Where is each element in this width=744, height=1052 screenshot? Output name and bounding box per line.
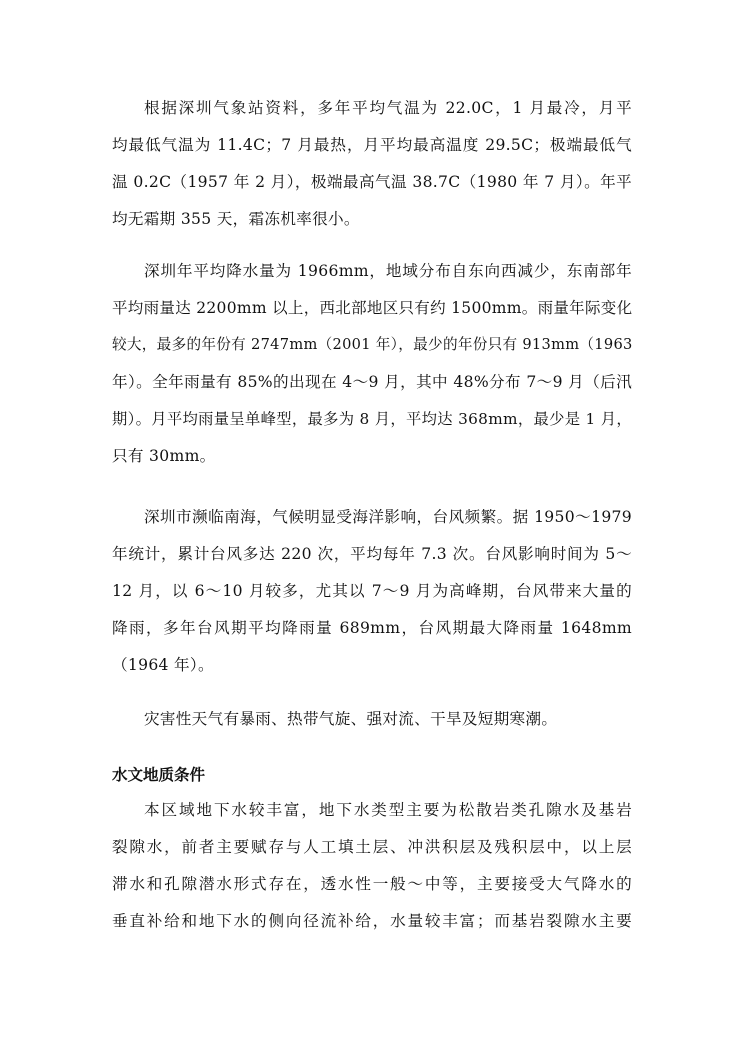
text-line: 12 月，以 6～10 月较多，尤其以 7～9 月为高峰期，台风带来大量的 [112,582,632,600]
text-line: 根据深圳气象站资料，多年平均气温为 22.0C，1 月最冷，月平 [144,99,632,117]
text-line: 深圳年平均降水量为 1966mm，地域分布自东向西减少，东南部年 [144,262,632,280]
text-line: 期）。月平均雨量呈单峰型，最多为 8 月，平均达 368mm，最少是 1 月， [112,410,632,428]
text-line: 只有 30mm。 [112,447,216,465]
text-line: 平均雨量达 2200mm 以上，西北部地区只有约 1500mm。雨量年际变化 [112,299,633,317]
text-line: 均无霜期 355 天，霜冻机率很小。 [112,210,360,228]
text-line: 年统计，累计台风多达 220 次，平均每年 7.3 次。台风影响时间为 5～ [112,545,632,563]
text-line: 温 0.2C（1957 年 2 月），极端最高气温 38.7C（1980 年 7 月）。年平 [112,173,632,191]
text-line: 垂直补给和地下水的侧向径流补给，水量较丰富；而基岩裂隙水主要 [112,912,632,930]
text-line: 滞水和孔隙潜水形式存在，透水性一般～中等，主要接受大气降水的 [112,875,632,893]
text-line: 裂隙水，前者主要赋存与人工填土层、冲洪积层及残积层中，以上层 [112,838,632,856]
text-line: 年）。全年雨量有 85%的出现在 4～9 月，其中 48%分布 7～9 月（后汛 [112,373,632,391]
text-line: 均最低气温为 11.4C；7 月最热，月平均最高温度 29.5C；极端最低气 [112,136,632,154]
text-line: 本区域地下水较丰富，地下水类型主要为松散岩类孔隙水及基岩 [144,801,632,819]
text-line: 灾害性天气有暴雨、热带气旋、强对流、干旱及短期寒潮。 [144,710,558,728]
text-line: （1964 年）。 [112,656,214,674]
text-line: 较大，最多的年份有 2747mm（2001 年），最少的年份只有 913mm（1963 [112,336,633,353]
text-line: 降雨，多年台风期平均降雨量 689mm，台风期最大降雨量 1648mm [112,619,632,637]
text-line: 深圳市濒临南海，气候明显受海洋影响，台风频繁。据 1950～1979 [144,508,632,526]
section-heading: 水文地质条件 [112,766,206,784]
